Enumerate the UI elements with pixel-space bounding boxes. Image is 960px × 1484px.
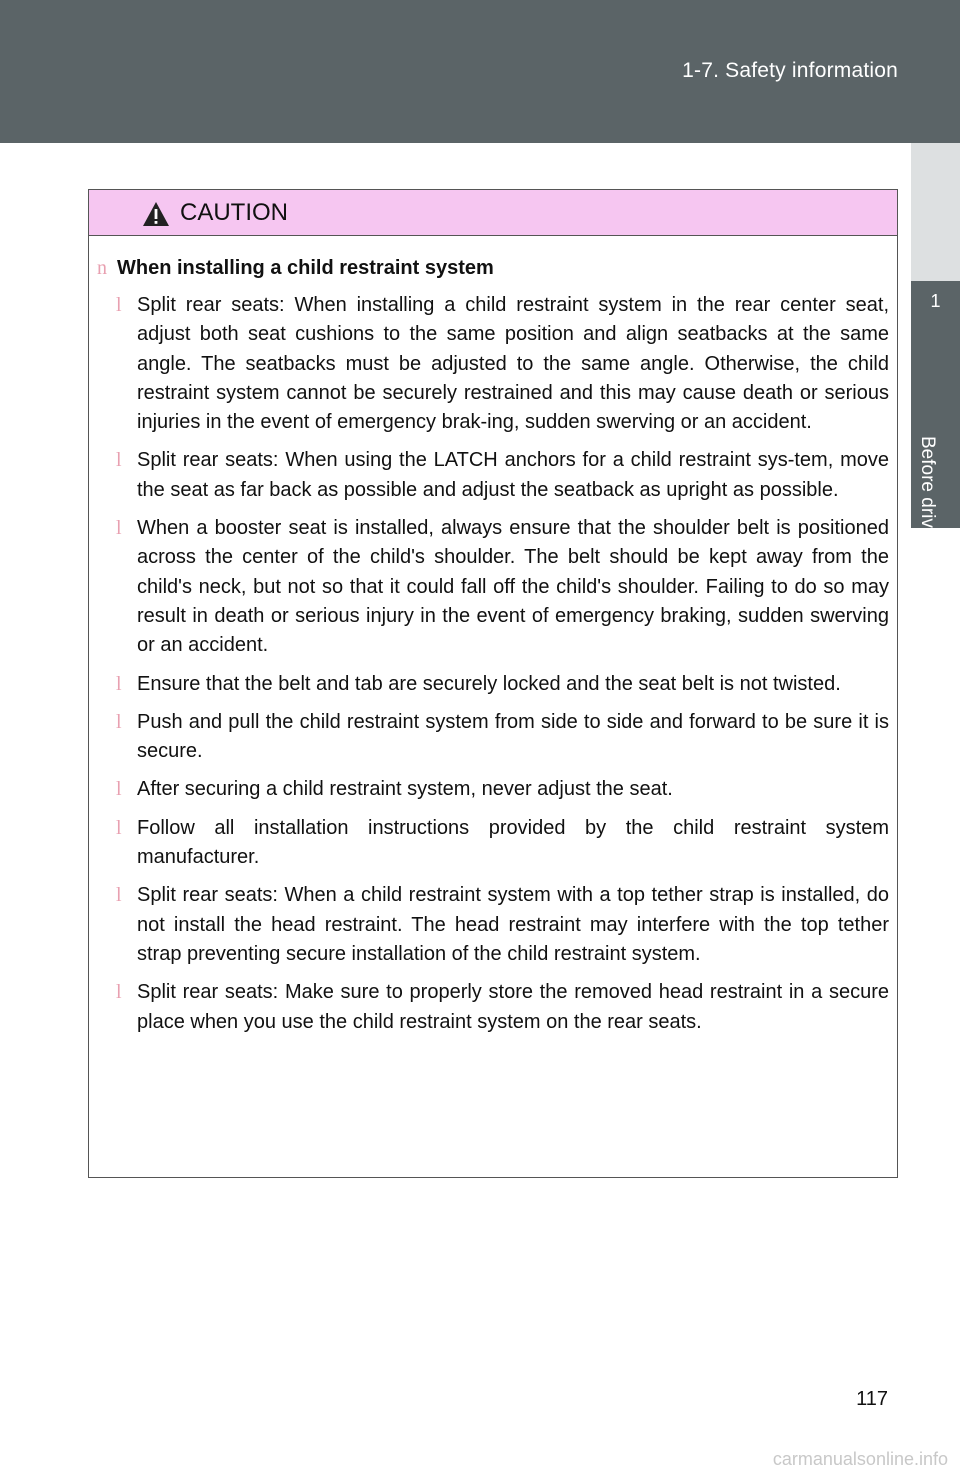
caution-header bbox=[89, 190, 897, 236]
item-text: Ensure that the belt and tab are securely locked and the seat belt is not twisted. bbox=[137, 672, 841, 695]
item-bullet: l bbox=[116, 710, 122, 733]
item-text: Split rear seats: Make sure to properly store the removed head restraint in a secure place when you use the child restraint system on the rear seats. bbox=[137, 981, 889, 1033]
caution-item bbox=[97, 814, 889, 873]
chapter-number: 1 bbox=[930, 291, 941, 311]
caution-item bbox=[97, 881, 889, 969]
item-bullet: l bbox=[116, 517, 122, 540]
caution-item bbox=[97, 514, 889, 660]
caution-item bbox=[97, 775, 889, 804]
item-bullet: l bbox=[116, 981, 122, 1004]
page-number: 117 bbox=[856, 1388, 888, 1410]
header-band bbox=[0, 0, 960, 143]
item-text: Split rear seats: When a child restraint system with a top tether strap is installed, do not install the head restraint. The head restraint may interfere with the top tether strap preventing secure installation of the child restraint system. bbox=[137, 884, 889, 965]
item-text: Split rear seats: When using the LATCH anchors for a child restraint sys-tem, move the seat as far back as possible and adjust the seatback as upright as possible. bbox=[137, 449, 889, 501]
chapter-side-tab bbox=[911, 143, 960, 1484]
item-text: When a booster seat is installed, always ensure that the shoulder belt is positioned across the center of the child's shoulder. The belt should be kept away from the child's neck, but not so that it could fall off the child's shoulder. Failing to do so may result in death or serious injury in the event of emergency braking, sudden swerving or an accident. bbox=[137, 517, 889, 657]
caution-box bbox=[88, 189, 898, 1178]
item-bullet: l bbox=[116, 294, 122, 316]
caution-subhead bbox=[97, 254, 889, 283]
caution-title: CAUTION bbox=[180, 199, 288, 226]
caution-item bbox=[97, 978, 889, 1037]
item-text: Split rear seats: When installing a child restraint system in the rear center seat, adjust both seat cushions to the same position and align seatbacks at the same angle. The seatbacks must be adjusted to the same angle. Otherwise, the child restraint system cannot be securely restrained and this may cause death or serious injuries in the event of emergency brak-ing, sudden swerving or an accident. bbox=[137, 294, 889, 434]
item-bullet: l bbox=[116, 884, 122, 907]
item-bullet: l bbox=[116, 816, 122, 839]
item-text: After securing a child restraint system, never adjust the seat. bbox=[137, 778, 673, 801]
watermark: carmanualsonline.info bbox=[772, 1449, 948, 1469]
subhead-bullet: n bbox=[97, 257, 107, 279]
caution-item bbox=[97, 291, 889, 437]
item-bullet: l bbox=[116, 449, 122, 472]
section-title: 1-7. Safety information bbox=[682, 59, 898, 82]
item-bullet: l bbox=[116, 778, 122, 801]
caution-item bbox=[97, 446, 889, 505]
item-text: Push and pull the child restraint system from side to side and forward to be sure it is secure. bbox=[137, 710, 889, 763]
item-text: Follow all installation instructions provided by the child restraint system manufacturer. bbox=[137, 816, 889, 869]
caution-item bbox=[97, 708, 889, 767]
item-bullet: l bbox=[116, 672, 122, 695]
warning-triangle-icon bbox=[141, 200, 171, 228]
subhead-text: When installing a child restraint system bbox=[117, 257, 494, 279]
side-tab-light-segment bbox=[911, 143, 960, 281]
caution-body bbox=[97, 254, 889, 1046]
caution-item bbox=[97, 670, 889, 699]
chapter-label: Before driving bbox=[917, 436, 938, 554]
